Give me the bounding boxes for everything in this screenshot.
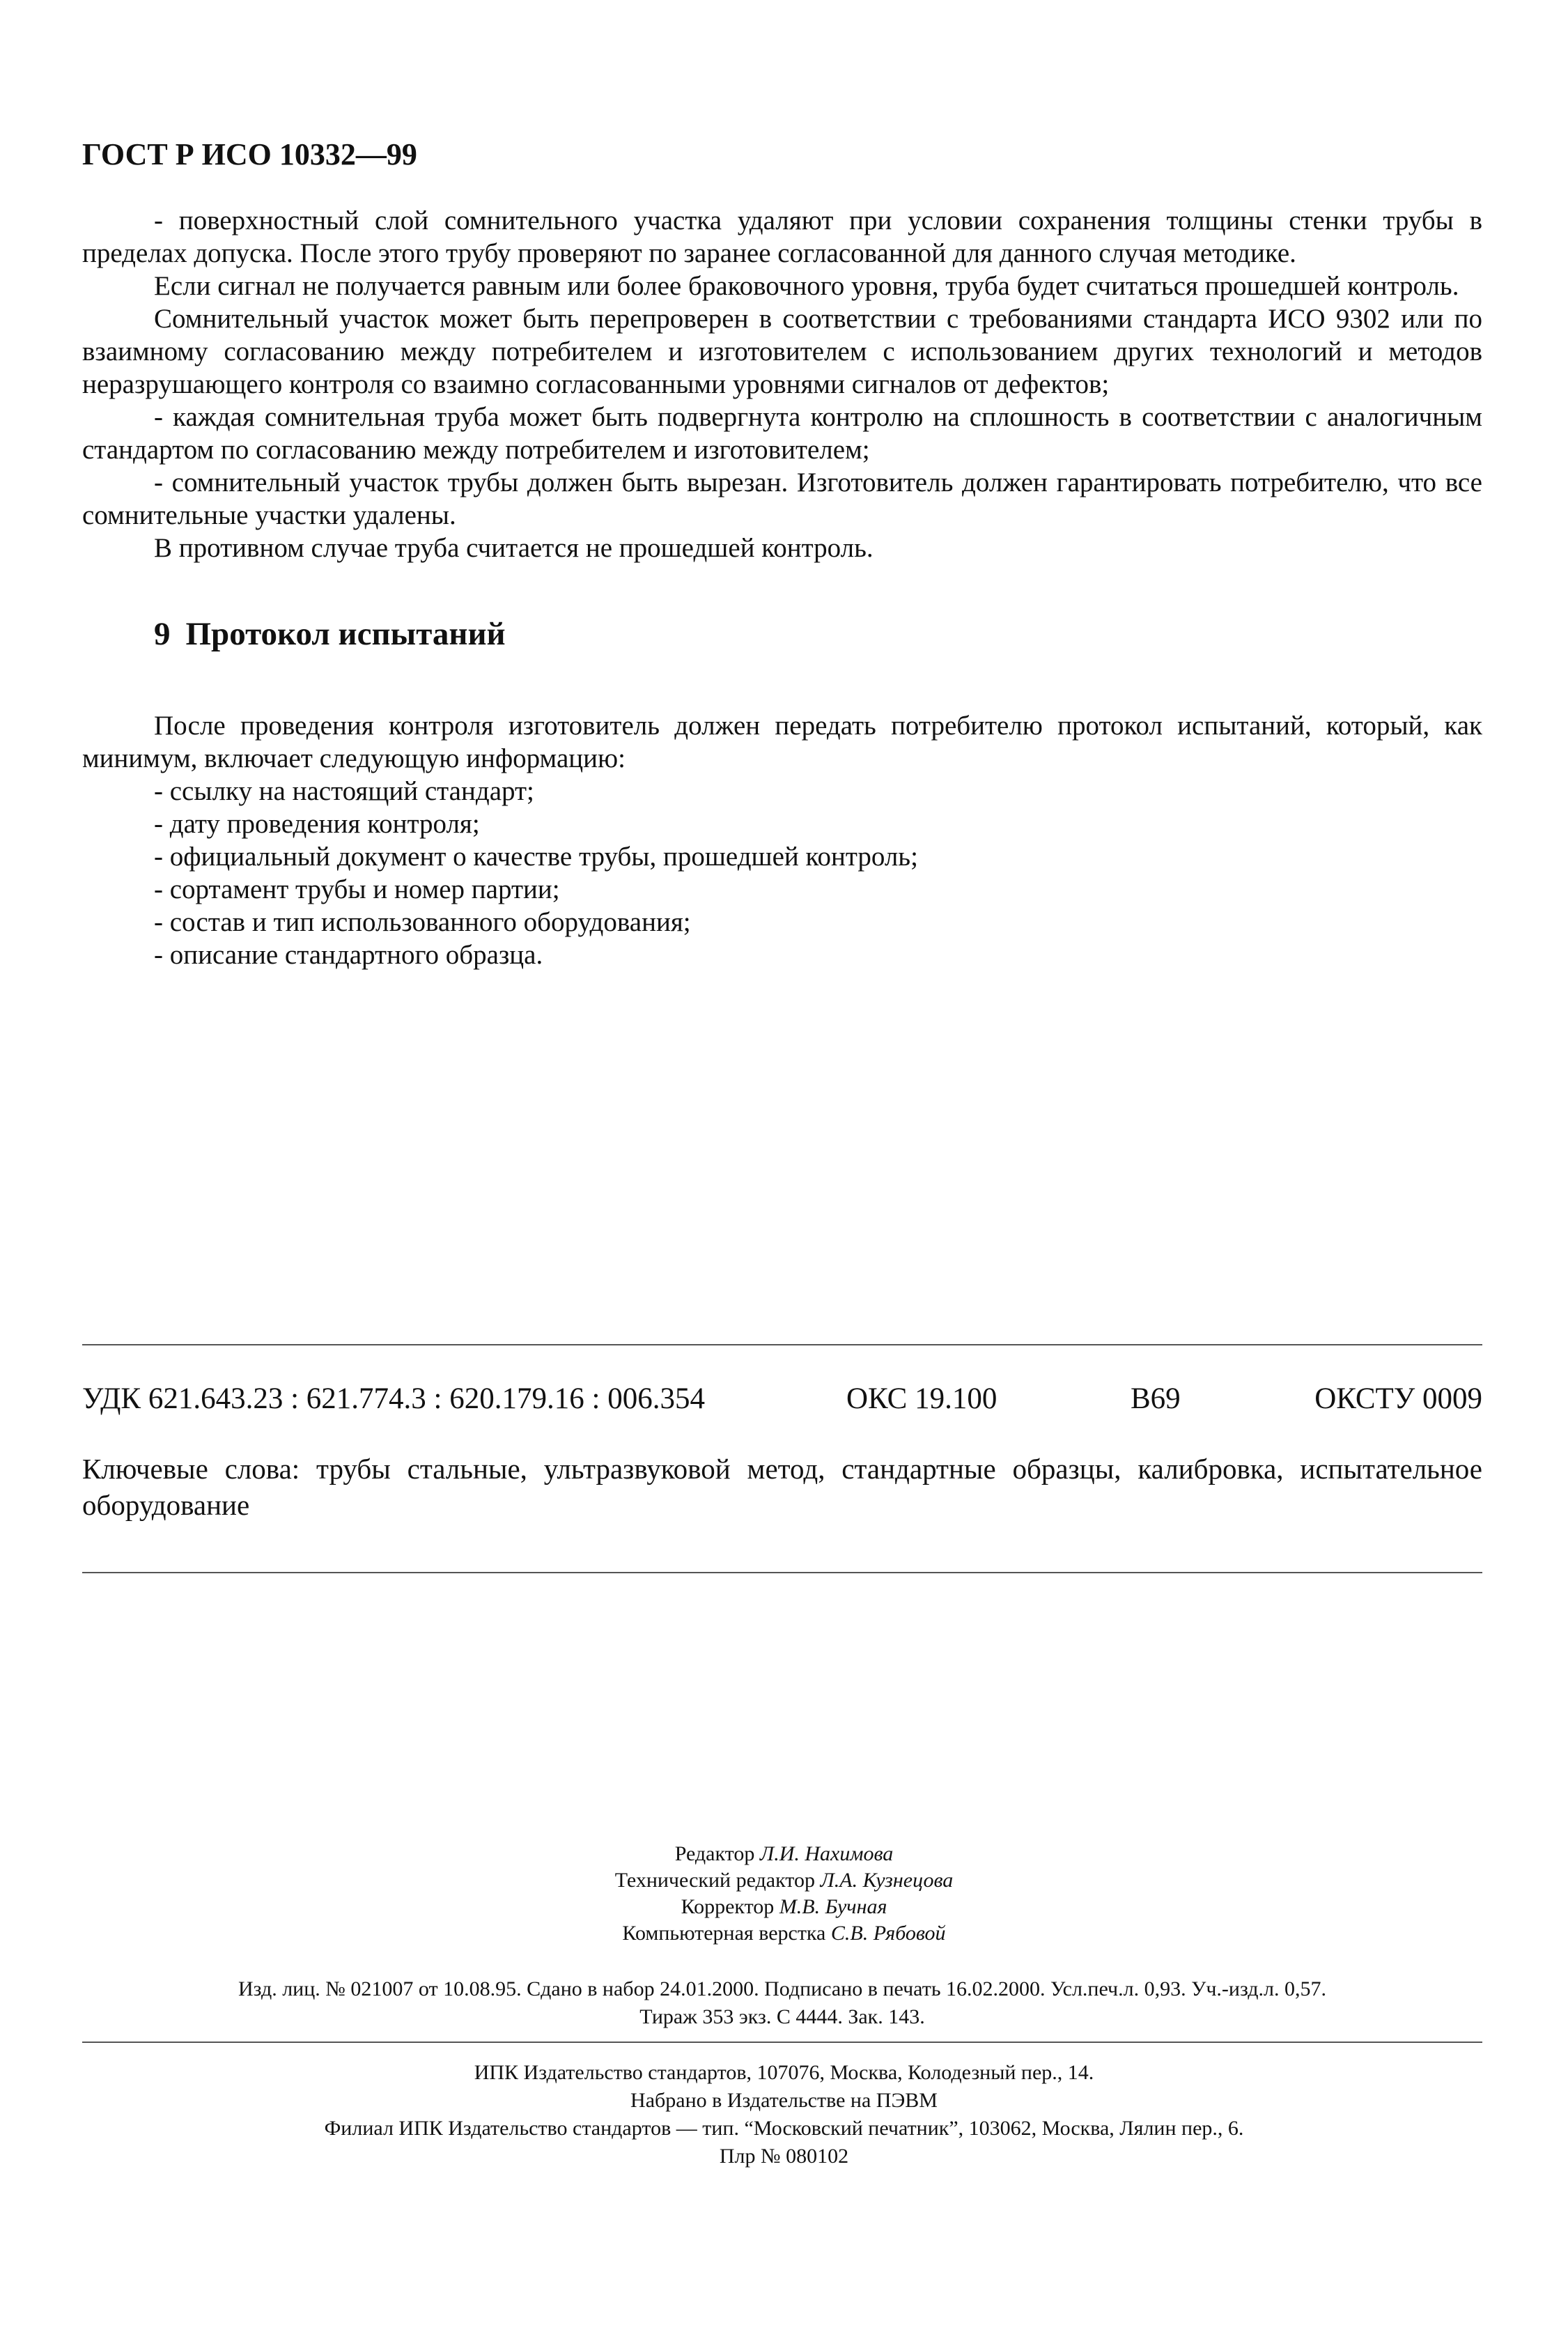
list-item: - официальный документ о качестве трубы, прошедшей контроль; <box>154 840 1482 873</box>
paragraph: - поверхностный слой сомнительного участка удаляют при условии сохранения толщины стенки трубы в пределах допуска. После этого трубу проверяют по заранее согласованной для данного случая методике. <box>82 206 1482 268</box>
classification-line <box>82 1380 1482 1419</box>
credit-role: Корректор <box>681 1895 775 1918</box>
section-intro: После проведения контроля изготовитель должен передать потребителю протокол испытаний, который, как минимум, включает следующую информацию: <box>82 711 1482 773</box>
credit-name: М.В. Бучная <box>779 1895 887 1918</box>
section-number: 9 <box>154 616 171 652</box>
divider <box>82 1572 1482 1573</box>
print-info-line: Изд. лиц. № 021007 от 10.08.95. Сдано в набор 24.01.2000. Подписано в печать 16.02.2000. Усл.печ.л. 0,93. Уч.-изд.л. 0,57. <box>238 1977 1327 2000</box>
divider <box>82 1344 1482 1345</box>
print-info-line: Тираж 353 экз. С 4444. Зак. 143. <box>639 2005 925 2028</box>
publisher-info <box>0 2059 1568 2170</box>
okstu-code: ОКСТУ 0009 <box>1314 1382 1482 1415</box>
publisher-line: Филиал ИПК Издательство стандартов — тип. “Московский печатник”, 103062, Москва, Лялин пер., 6. <box>324 2117 1244 2140</box>
publisher-line: ИПК Издательство стандартов, 107076, Москва, Колодезный пер., 14. <box>474 2061 1094 2084</box>
editorial-credits <box>0 1841 1568 1947</box>
paragraph: - сомнительный участок трубы должен быть вырезан. Изготовитель должен гарантировать потребителю, что все сомнительные участки удалены. <box>82 468 1482 530</box>
credit-role: Технический редактор <box>614 1869 815 1892</box>
credit-role: Редактор <box>674 1842 755 1865</box>
divider <box>82 2042 1482 2043</box>
paragraph: - каждая сомнительная труба может быть подвергнута контролю на сплошность в соответствии с аналогичным стандартом по согласованию между потребителем и изготовителем; <box>82 402 1482 465</box>
udk-code: УДК 621.643.23 : 621.774.3 : 620.179.16 : 006.354 <box>82 1382 705 1415</box>
publisher-line: Плр № 080102 <box>719 2145 849 2168</box>
credit-role: Компьютерная верстка <box>622 1922 826 1945</box>
group-code: В69 <box>1131 1382 1181 1415</box>
paragraph: Если сигнал не получается равным или более браковочного уровня, труба будет считаться прошедшей контроль. <box>154 271 1459 301</box>
list-item: - описание стандартного образца. <box>154 939 1482 971</box>
paragraph: Сомнительный участок может быть перепроверен в соответствии с требованиями стандарта ИСО 9302 или по взаимному согласованию между потребителем и изготовителем с использованием других технологий и методов неразрушающего контроля со взаимно согласованными уровнями сигналов от дефектов; <box>82 304 1482 399</box>
paragraph: В противном случае труба считается не прошедшей контроль. <box>154 533 874 563</box>
credit-line <box>0 1867 1568 1894</box>
list-item: - сортамент трубы и номер партии; <box>154 873 1482 906</box>
list-item: - дату проведения контроля; <box>154 808 1482 840</box>
credit-name: С.В. Рябовой <box>830 1922 946 1945</box>
credit-line <box>0 1894 1568 1920</box>
credit-line <box>0 1841 1568 1867</box>
credit-name: Л.А. Кузнецова <box>820 1869 954 1892</box>
keywords: Ключевые слова: трубы стальные, ультразвуковой метод, стандартные образцы, калибровка, испытательное оборудование <box>82 1453 1482 1521</box>
section-title: Протокол испытаний <box>185 616 506 652</box>
document-header: ГОСТ Р ИСО 10332—99 <box>82 137 417 171</box>
section-heading <box>154 613 1482 655</box>
oks-code: ОКС 19.100 <box>846 1382 998 1415</box>
credit-line <box>0 1920 1568 1947</box>
list-item: - состав и тип использованного оборудования; <box>154 906 1482 939</box>
publisher-line: Набрано в Издательстве на ПЭВМ <box>630 2089 938 2112</box>
report-contents-list <box>82 775 1482 971</box>
print-info <box>82 1975 1482 2031</box>
document-body <box>82 137 1482 971</box>
list-item: - ссылку на настоящий стандарт; <box>154 775 1482 808</box>
credit-name: Л.И. Нахимова <box>759 1842 894 1865</box>
